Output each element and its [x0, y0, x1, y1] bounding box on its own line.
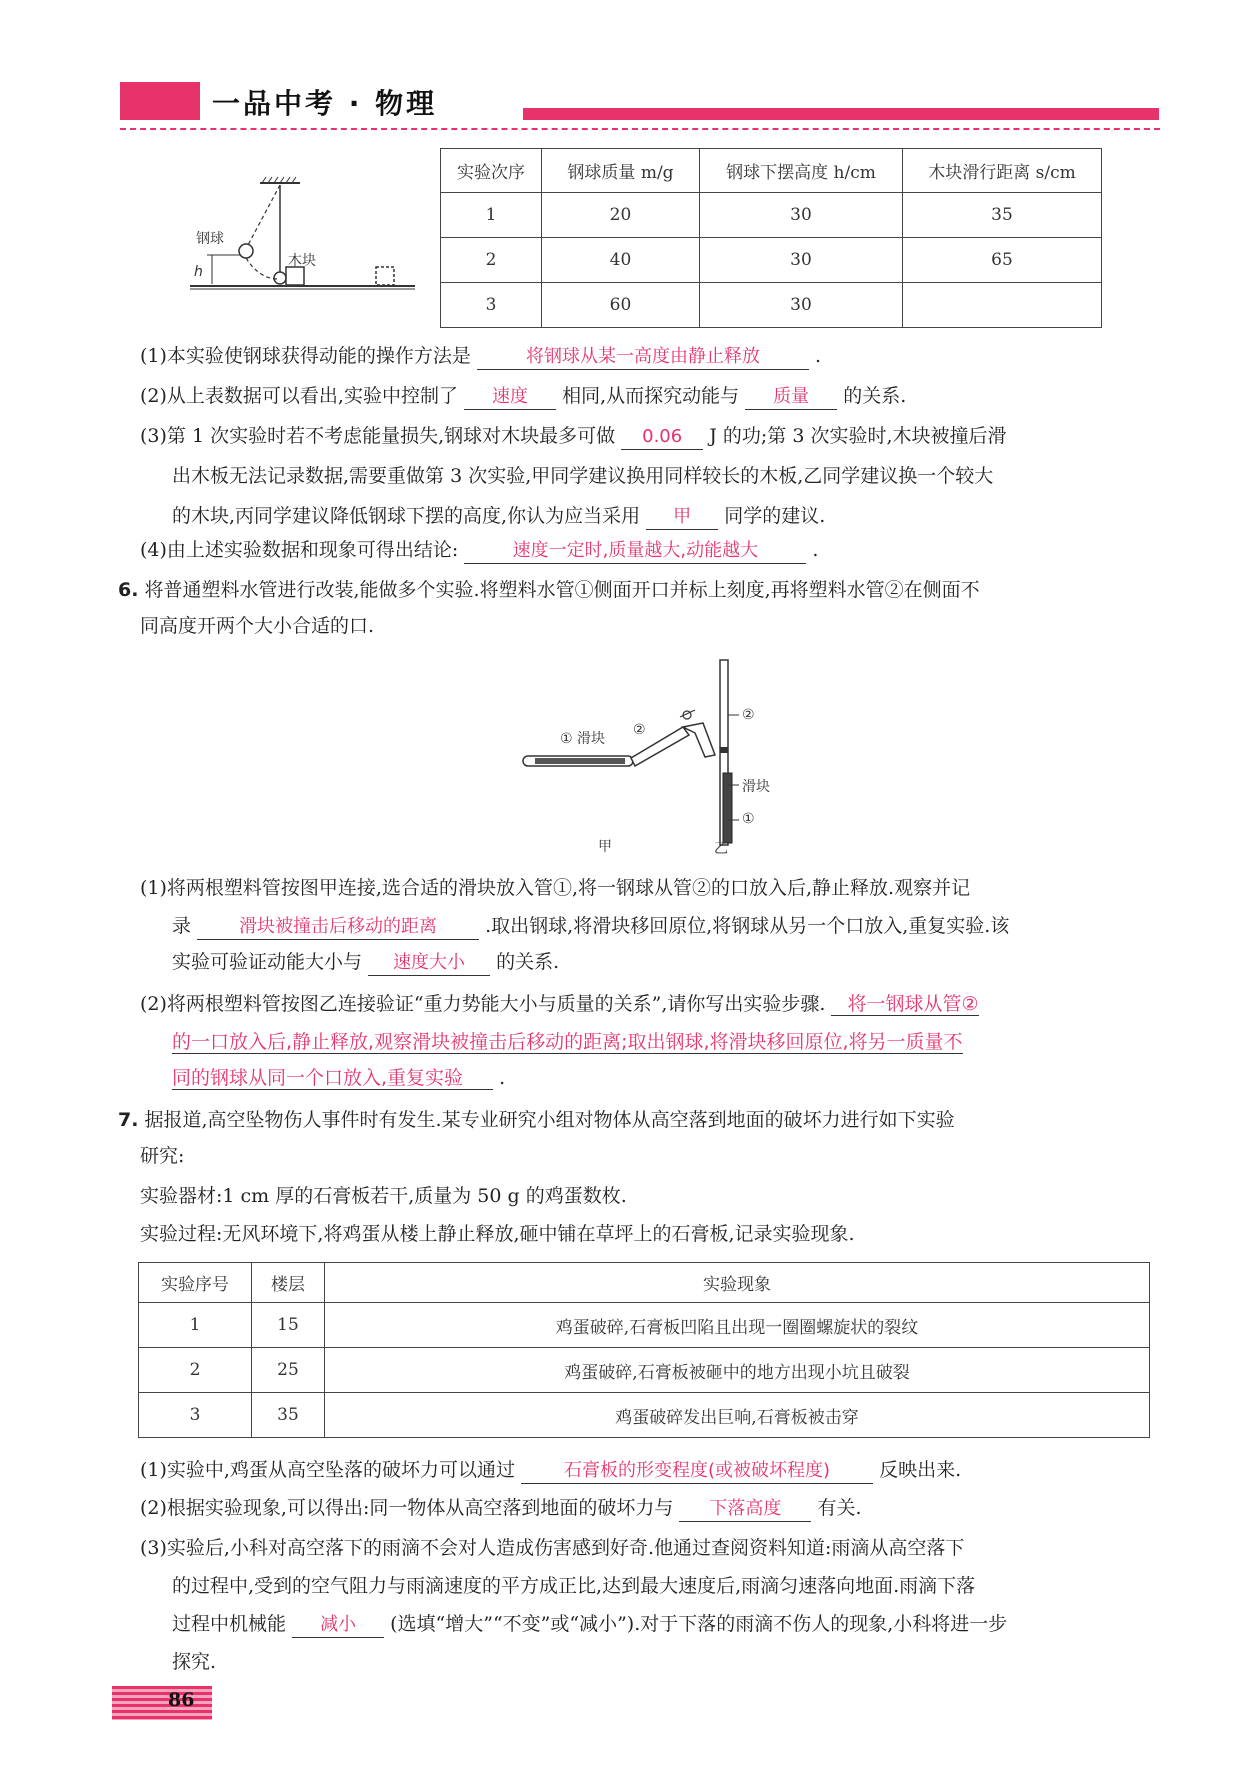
- footer-page-tab: [112, 1686, 212, 1720]
- tube-2-end: [683, 723, 715, 757]
- header-right-bar: [523, 108, 1159, 120]
- q7-p1-text: (1)实验中,鸡蛋从高空坠落的破坏力可以通过: [140, 1459, 515, 1481]
- q5-p3-answer-1: 0.06: [621, 425, 703, 450]
- fig-right-block: 滑块: [742, 779, 770, 795]
- table-header-cell: 钢球质量 m/g: [542, 149, 700, 193]
- q5-p2-text: (2)从上表数据可以看出,实验中控制了: [140, 385, 458, 407]
- header-dashed-divider: [120, 128, 1160, 130]
- table-cell: 25: [252, 1348, 325, 1393]
- label-height: h: [194, 264, 203, 280]
- q7-part3-line3: [172, 1612, 1007, 1638]
- table-cell: 60: [542, 283, 700, 328]
- data-table-1: [440, 148, 1102, 328]
- table-header-cell: 楼层: [252, 1263, 325, 1303]
- table-cell: 1: [441, 193, 542, 238]
- pendulum-string-raised: [248, 185, 280, 245]
- table-cell: 1: [139, 1303, 252, 1348]
- q5-p2-post: 的关系.: [843, 385, 907, 407]
- q5-p3-text-post: J 的功;第 3 次实验时,木块被撞后滑: [709, 425, 1007, 447]
- table-cell: 30: [700, 283, 903, 328]
- q6-p2-answer-line2: 的一口放入后,静止释放,观察滑块被撞击后移动的距离;取出钢球,将滑块移回原位,将另一质量不: [172, 1031, 963, 1053]
- q5-p3-text-3-post: 同学的建议.: [724, 505, 826, 527]
- q6-part1-line2: [172, 914, 1009, 940]
- table-row: [441, 283, 1102, 328]
- q7-part2: [140, 1496, 862, 1522]
- q5-p3-answer-2: 甲: [646, 505, 718, 530]
- fig-right-1: ①: [742, 811, 755, 827]
- page-number: 86: [168, 1689, 195, 1711]
- fig-caption-yi: 乙: [714, 841, 728, 857]
- q5-p1-text: (1)本实验使钢球获得动能的操作方法是: [140, 345, 471, 367]
- q5-part2: [140, 384, 906, 410]
- q5-p2-answer-2: 质量: [745, 385, 837, 410]
- q7-stem-line1: [118, 1108, 955, 1132]
- q7-p2-answer: 下落高度: [679, 1497, 811, 1522]
- q6-p1-text-3: 实验可验证动能大小与: [172, 951, 363, 973]
- fig-right-2: ②: [742, 707, 755, 723]
- q5-p2-answer-1: 速度: [464, 385, 556, 410]
- q7-p2-post: 有关.: [817, 1497, 862, 1519]
- q7-part3-line1: (3)实验后,小科对高空落下的雨滴不会对人造成伤害感到好奇.他通过查阅资料知道:雨滴从高空落下: [140, 1537, 965, 1559]
- q6-stem-line2: 同高度开两个大小合适的口.: [140, 615, 375, 637]
- q5-p3-text: (3)第 1 次实验时若不考虑能量损失,钢球对木块最多可做: [140, 425, 616, 447]
- table-cell: [903, 283, 1102, 328]
- q6-part2-line1: [140, 992, 979, 1016]
- q6-part2-answer-line2: [172, 1030, 963, 1054]
- q5-part3-line3: [172, 504, 825, 530]
- label-wood-block: 木块: [288, 253, 316, 269]
- q6-part1-line1: (1)将两根塑料管按图甲连接,选合适的滑块放入管①,将一钢球从管②的口放入后,静止释放.观察并记: [140, 877, 971, 899]
- q7-part1: [140, 1458, 961, 1484]
- q7-stem-line2: 研究:: [140, 1145, 185, 1167]
- data-table-2: [138, 1262, 1150, 1438]
- pendulum-figure: [190, 175, 420, 300]
- q7-p1-answer: 石膏板的形变程度(或被破坏程度): [521, 1459, 873, 1484]
- q6-p2-post: .: [499, 1067, 506, 1089]
- q6-p1-answer-2: 速度大小: [368, 951, 490, 976]
- q6-p1-answer-1: 滑块被撞击后移动的距离: [197, 915, 479, 940]
- table-header-cell: 木块滑行距离 s/cm: [903, 149, 1102, 193]
- q5-part4: [140, 538, 818, 564]
- table-cell: 2: [139, 1348, 252, 1393]
- q7-number: 7.: [118, 1109, 139, 1131]
- q7-part3-line2: 的过程中,受到的空气阻力与雨滴速度的平方成正比,达到最大速度后,雨滴匀速落向地面.雨滴下落: [172, 1575, 976, 1597]
- q6-p2-answer-line1: 将一钢球从管②: [831, 993, 978, 1016]
- table-header-cell: 实验次序: [441, 149, 542, 193]
- q6-part2-answer-line3: [172, 1066, 505, 1090]
- table-header-row: [441, 149, 1102, 193]
- table-cell: 65: [903, 238, 1102, 283]
- q5-p4-answer: 速度一定时,质量越大,动能越大: [464, 539, 806, 564]
- table-row: [441, 238, 1102, 283]
- table-cell: 3: [139, 1393, 252, 1438]
- table-row: [441, 193, 1102, 238]
- table-cell: 35: [903, 193, 1102, 238]
- header-left-bar: [120, 82, 200, 120]
- q6-p1-text: 录: [172, 915, 192, 937]
- q5-p1-post: .: [815, 345, 822, 367]
- q5-p2-mid: 相同,从而探究动能与: [562, 385, 740, 407]
- table-cell: 2: [441, 238, 542, 283]
- table-cell: 鸡蛋破碎发出巨响,石膏板被击穿: [325, 1393, 1150, 1438]
- header-title: 一品中考 · 物理: [212, 87, 438, 120]
- q5-p4-post: .: [812, 539, 819, 561]
- q6-stem-line1: [118, 578, 980, 602]
- tube-1-vertical: [723, 773, 732, 843]
- fig-tube2-label: ②: [633, 722, 646, 738]
- fig-tube1-label: ① 滑块: [560, 731, 606, 747]
- q5-part3-line1: [140, 424, 1006, 450]
- q7-stem-text: 据报道,高空坠物伤人事件时有发生.某专业研究小组对物体从高空落到地面的破坏力进行如下实验: [144, 1109, 955, 1131]
- table-row: [139, 1348, 1150, 1393]
- table-cell: 3: [441, 283, 542, 328]
- q7-p3-answer: 减小: [292, 1613, 384, 1638]
- table-cell: 20: [542, 193, 700, 238]
- q6-p2-text: (2)将两根塑料管按图乙连接验证“重力势能大小与质量的关系”,请你写出实验步骤.: [140, 993, 826, 1015]
- table-header-row: [139, 1263, 1150, 1303]
- q7-p3-text: 过程中机械能: [172, 1613, 287, 1635]
- table-row: [139, 1303, 1150, 1348]
- q7-materials: 实验器材:1 cm 厚的石膏板若干,质量为 50 g 的鸡蛋数枚.: [140, 1185, 627, 1207]
- q6-part1-line3: [172, 950, 559, 976]
- label-steel-ball: 钢球: [196, 231, 224, 247]
- q5-part3-line2: 出木板无法记录数据,需要重做第 3 次实验,甲同学建议换用同样较长的木板,乙同学建议换一个较大: [172, 465, 994, 487]
- q5-p4-text: (4)由上述实验数据和现象可得出结论:: [140, 539, 459, 561]
- table-cell: 15: [252, 1303, 325, 1348]
- table-cell: 40: [542, 238, 700, 283]
- tube-2-opening: [720, 747, 728, 753]
- table-row: [139, 1393, 1150, 1438]
- q7-p3-text-post: (选填“增大”“不变”或“减小”).对于下落的雨滴不伤人的现象,小科将进一步: [390, 1613, 1008, 1635]
- q6-stem-text: 将普通塑料水管进行改装,能做多个实验.将塑料水管①侧面开口并标上刻度,再将塑料水管②在侧面不: [144, 579, 980, 601]
- q7-part3-line4: 探究.: [172, 1651, 217, 1673]
- q5-part1: [140, 344, 821, 370]
- table-cell: 鸡蛋破碎,石膏板凹陷且出现一圈圈螺旋状的裂纹: [325, 1303, 1150, 1348]
- q7-process: 实验过程:无风环境下,将鸡蛋从楼上静止释放,砸中铺在草坪上的石膏板,记录实验现象.: [140, 1223, 855, 1245]
- table-cell: 鸡蛋破碎,石膏板被砸中的地方出现小坑且破裂: [325, 1348, 1150, 1393]
- table-cell: 35: [252, 1393, 325, 1438]
- q7-p1-post: 反映出来.: [879, 1459, 962, 1481]
- table-header-cell: 钢球下摆高度 h/cm: [700, 149, 903, 193]
- q5-p1-answer: 将钢球从某一高度由静止释放: [477, 345, 809, 370]
- steel-ball-raised: [239, 244, 253, 258]
- table-cell: 30: [700, 193, 903, 238]
- q7-p2-text: (2)根据实验现象,可以得出:同一物体从高空落到地面的破坏力与: [140, 1497, 674, 1519]
- fig-caption-jia: 甲: [598, 839, 612, 855]
- table-cell: 30: [700, 238, 903, 283]
- wood-block-moved: [376, 267, 394, 285]
- table-header-cell: 实验序号: [139, 1263, 252, 1303]
- q6-p2-answer-line3: 同的钢球从同一个口放入,重复实验: [172, 1067, 493, 1090]
- q6-p1-text-3-post: 的关系.: [496, 951, 560, 973]
- tube-1-scale: [535, 758, 625, 764]
- q5-p3-text-3: 的木块,丙同学建议降低钢球下摆的高度,你认为应当采用: [172, 505, 641, 527]
- table-header-cell: 实验现象: [325, 1263, 1150, 1303]
- steel-ball-low: [274, 272, 286, 284]
- q6-p1-text-post: .取出钢球,将滑块移回原位,将钢球从另一个口放入,重复实验.该: [485, 915, 1010, 937]
- q6-number: 6.: [118, 579, 139, 601]
